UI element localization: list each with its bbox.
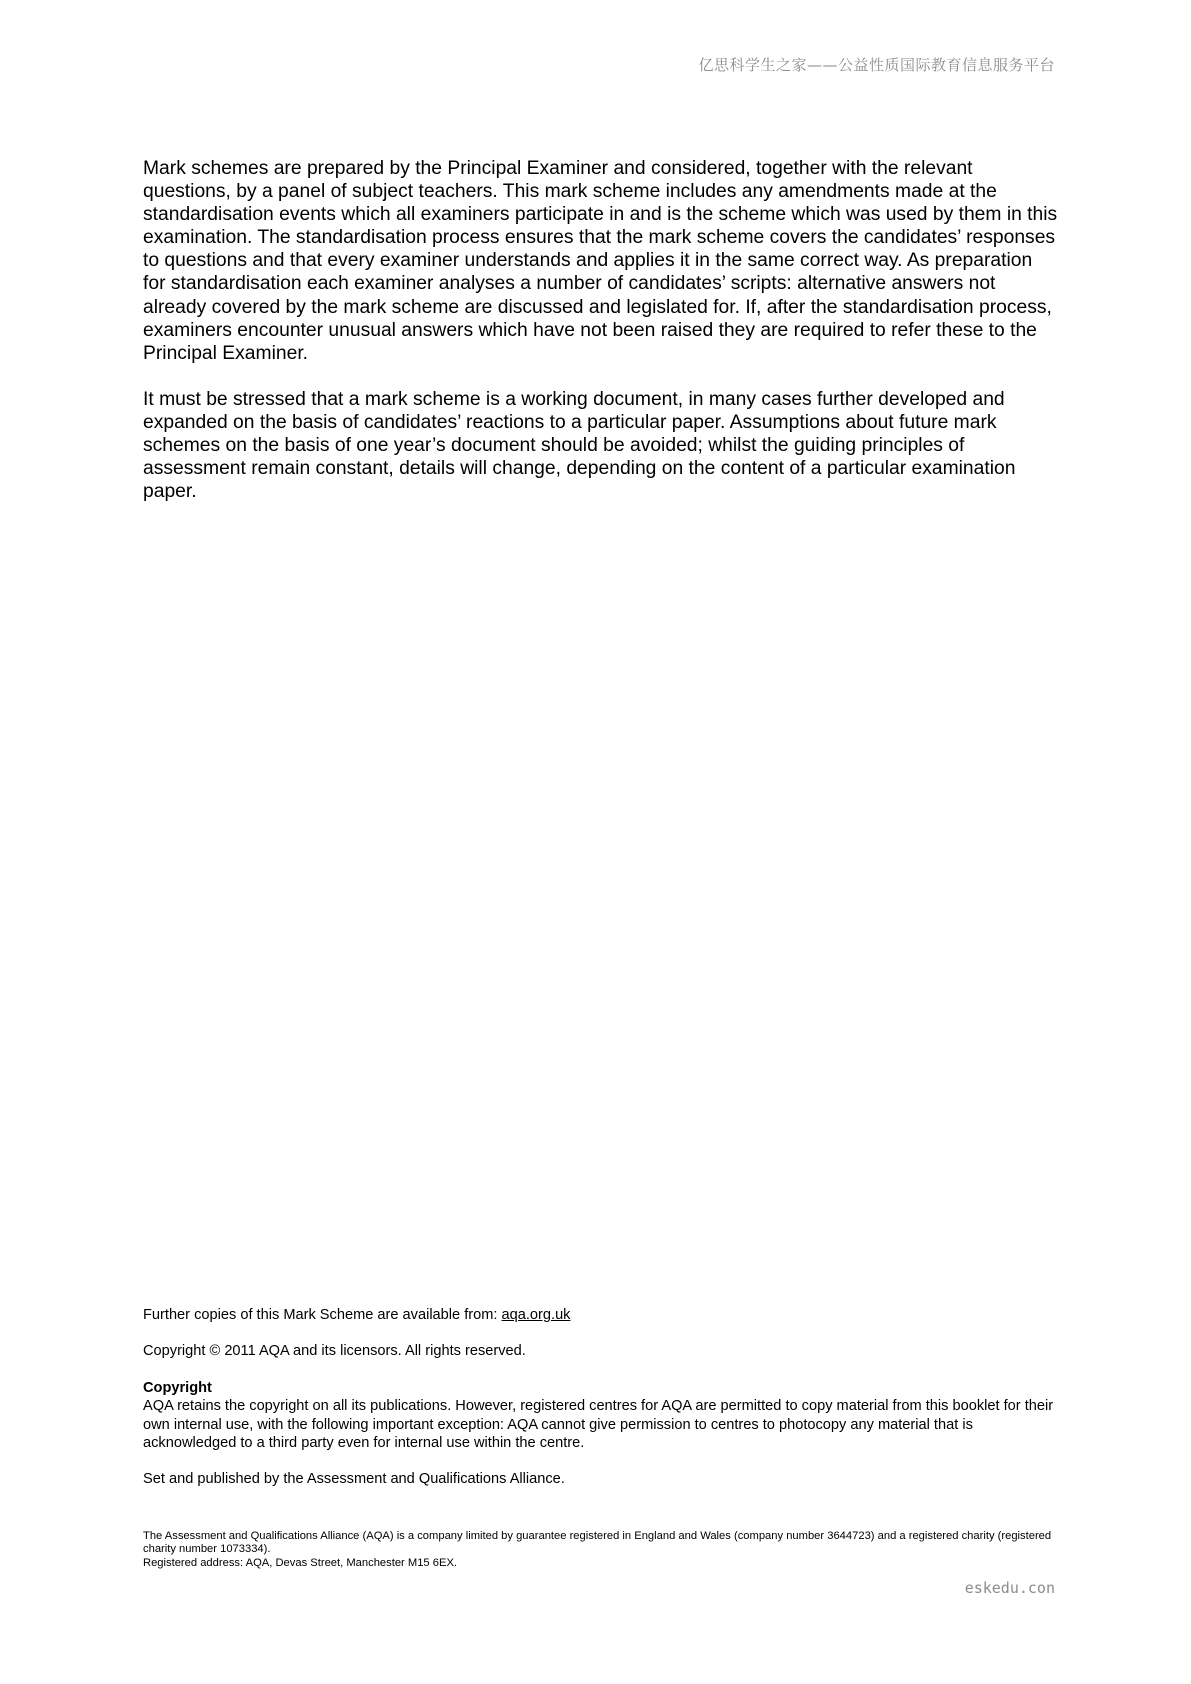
further-copies-text: Further copies of this Mark Scheme are available from: xyxy=(143,1307,502,1323)
legal-line-1: The Assessment and Qualifications Alliance (AQA) is a company limited by guarantee registered in England and Wales (company number 3644723) and a registered charity (registered charity number 1073334). xyxy=(143,1530,1052,1556)
copyright-line: Copyright © 2011 AQA and its licensors. All rights reserved. xyxy=(143,1343,526,1360)
intro-section xyxy=(143,157,1058,526)
copyright-body: AQA retains the copyright on all its publications. However, registered centres for AQA are permitted to copy material from this booklet for their own internal use, with the following important exception: AQA cannot give permission to centres to photocopy any material that is acknowledged to a third party even for internal use within the centre. xyxy=(143,1398,1054,1452)
footer-watermark: eskedu.con xyxy=(964,1579,1055,1597)
header-watermark: 亿思科学生之家——公益性质国际教育信息服务平台 xyxy=(698,56,1055,74)
legal-notice xyxy=(143,1530,1058,1570)
intro-paragraph-1: Mark schemes are prepared by the Principal Examiner and considered, together with the relevant questions, by a panel of subject teachers. This mark scheme includes any amendments made at the standardisation events which all examiners participate in and is the scheme which was used by them in this examination. The standardisation process ensures that the mark scheme covers the candidates’ responses to questions and that every examiner understands and applies it in the same correct way. As preparation for standardisation each examiner analyses a number of candidates’ scripts: alternative answers not already covered by the mark scheme are discussed and legislated for. If, after the standardisation process, examiners encounter unusual answers which have not been raised they are required to refer these to the Principal Examiner. xyxy=(143,158,1058,364)
published-by: Set and published by the Assessment and Qualifications Alliance. xyxy=(143,1471,565,1488)
copyright-heading: Copyright xyxy=(143,1379,212,1396)
footer-info xyxy=(143,1306,1058,1507)
aqa-link[interactable]: aqa.org.uk xyxy=(501,1307,571,1323)
intro-paragraph-2: It must be stressed that a mark scheme is a working document, in many cases further developed and expanded on the basis of candidates’ reactions to a particular paper. Assumptions about future mark schemes on the basis of one year’s document should be avoided; whilst the guiding principles of assessment remain constant, details will change, depending on the content of a particular examination paper. xyxy=(143,388,1016,503)
copyright-section xyxy=(143,1379,1058,1453)
further-copies-line xyxy=(143,1306,1058,1324)
legal-line-2: Registered address: AQA, Devas Street, Manchester M15 6EX. xyxy=(143,1556,458,1569)
